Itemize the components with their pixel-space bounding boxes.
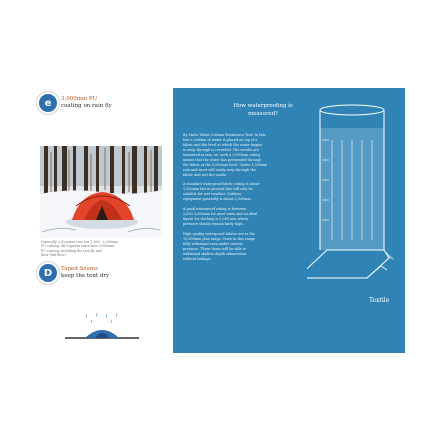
para-line: fabric and wet the inside. (183, 172, 227, 177)
caption-line: Generally, a 4-season tent has 1,500 - 2,000mm (41, 240, 118, 244)
paragraph (183, 133, 301, 177)
left-column (35, 88, 170, 353)
para-line: to seep through is recorded. The results are (183, 147, 259, 152)
para-line: equipment generally is about 2,000mm. (183, 197, 252, 202)
paragraph (183, 207, 301, 227)
para-line: fabric and the level at which the water begins (183, 142, 263, 147)
photo-caption (41, 240, 161, 257)
para-line: the fabric at the 3,000mm level. Under 1,500mm (183, 162, 268, 167)
tent-photo (40, 146, 162, 238)
callout-text (61, 266, 109, 280)
para-line: means that the water has permeated through (183, 157, 262, 162)
paragraph (183, 232, 301, 262)
callout-subtitle: coating on rain fly (61, 103, 112, 110)
para-line: withstand shallow depth submersion (183, 251, 247, 256)
para-line: fully withstand even under serious (183, 241, 243, 246)
para-line: 1,500mm but in general this will only be (183, 187, 253, 192)
para-line: test a column of water is placed on top of a (183, 137, 258, 142)
panel-title (203, 102, 323, 118)
caption-line: PU coating. All Gigatent tents have 3,000mm (41, 244, 115, 249)
panel-title-line: measured? (248, 111, 278, 118)
caption-line: PU coating, including the rain fly and (41, 248, 102, 253)
para-line: suitable for wet weather. Outdoor (183, 192, 242, 197)
para-line: pressure should remain fairly high. (183, 222, 244, 226)
para-line: 10,000mm plus range. Tents in this range (183, 236, 255, 241)
para-line: A standard waterproof fabric rating is about (183, 182, 260, 187)
para-line: pressure. These items will be able to (183, 246, 247, 251)
panel-body (183, 133, 301, 267)
infographic (35, 88, 405, 353)
para-line: By Static Water Column Resistance Test! In this (183, 133, 266, 137)
para-line: without leakage. (183, 256, 212, 261)
textile-label: Textile (369, 297, 390, 304)
para-line: rain and snow will easily seep through the (183, 167, 256, 172)
callout-badge: e (39, 94, 57, 112)
panel-title-line: How waterproofing is (233, 103, 293, 109)
tent-in-snow-image (40, 146, 162, 238)
para-line: High quality waterproof fabrics are in the (183, 231, 255, 236)
callout-seams (39, 264, 109, 282)
para-line: measured in mm, so, such a 3,000mm rating (183, 152, 260, 157)
paragraph (183, 182, 301, 202)
callout-coating (39, 94, 112, 112)
callout-title: Taped Seams (61, 266, 98, 272)
para-line: A good waterproof rating is between (183, 207, 247, 212)
info-panel (173, 88, 405, 353)
para-line: figure for clothing is 5,000 mm where (183, 217, 249, 222)
callout-text (61, 96, 112, 110)
callout-title: 3,000mm PU (61, 96, 98, 102)
callout-subtitle: keep the tent dry (61, 273, 110, 280)
para-line: 2,000-3,000mm for most tents and an ideal (183, 212, 258, 217)
caption-line: floor (tub floor) (41, 252, 66, 257)
water-column-cylinder (307, 100, 397, 290)
callout-badge: D (39, 264, 57, 282)
tent-rain-icon (57, 312, 147, 347)
